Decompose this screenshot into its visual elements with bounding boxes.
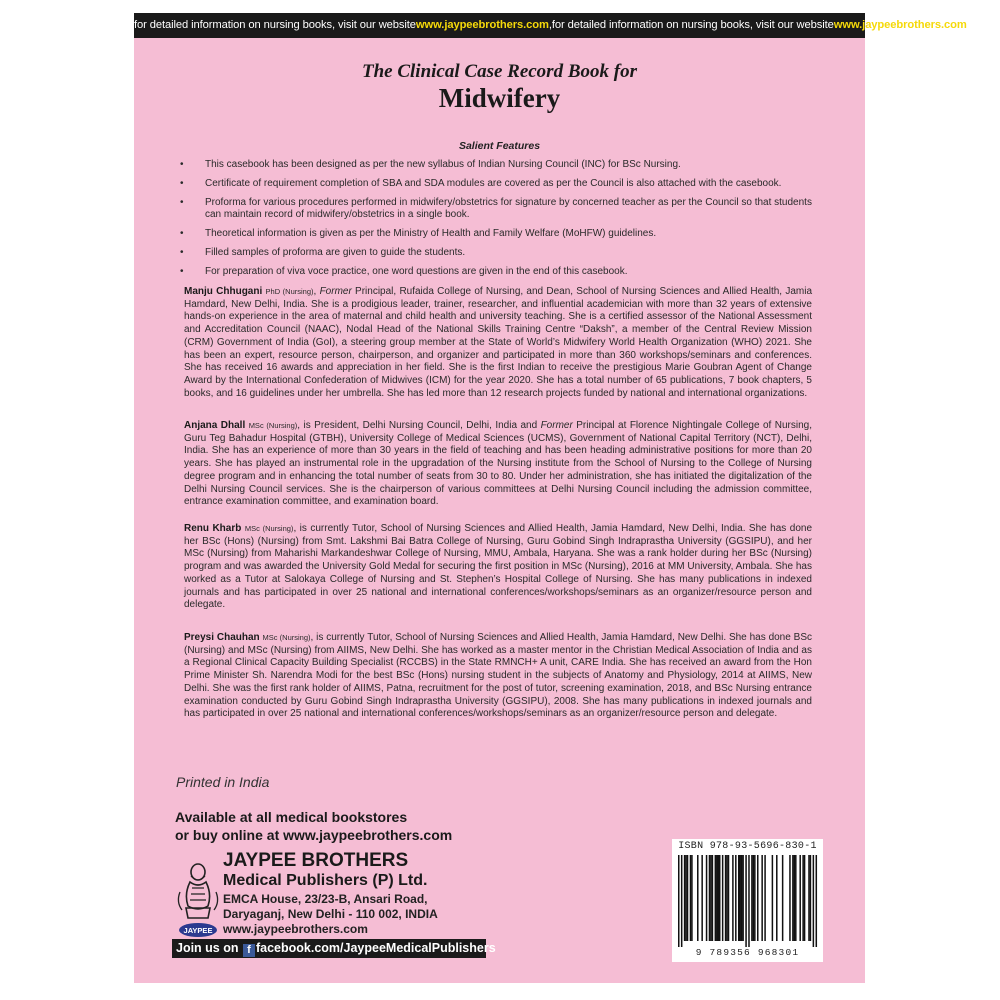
- feature-item: • This casebook has been designed as per the new syllabus of Indian Nursing Council (INC) for BSc Nursing.: [180, 159, 681, 170]
- author-bio-preysi-chauhan: Preysi Chauhan MSc (Nursing), is currently Tutor, School of Nursing Sciences and Allied Health, Jamia Hamdard, New Delhi. She has done BSc (Nursing) and MSc (Nursing) from AIIMS, New Delhi. She has worked as a master mentor in the Christian Medical Association of India and as a Regional Clinical Capacity Building Specialist (RCCBS) in the State RMNCH+ A unit, CARE India. She has received an award from the Hon Prime Minister Sh. Narendra Modi for the best BSc (Hons) nursing student in the subjects of Anatomy and Physiology, 2014 at AIIMS, New Delhi. She was the first rank holder of AIIMS, Patna, recruitment for the post of tutor, screening examination, 2018, and BSc Nursing entrance examination conducted by Guru Gobind Singh Indraprastha University (GGSIPU), 2008. She has many publications in indexed journals and has participated in over 25 national and international conferences/workshops/seminars as an organizer/resource person and delegate.: [184, 632, 812, 720]
- author-name: Preysi Chauhan: [184, 632, 260, 643]
- availability-line2[interactable]: or buy online at www.jaypeebrothers.com: [175, 827, 453, 843]
- barcode-bar: [710, 855, 712, 941]
- publisher-name: JAYPEE BROTHERS: [223, 850, 409, 871]
- barcode-bar: [706, 855, 708, 941]
- barcode-bar: [691, 855, 693, 941]
- book-title-line2: Midwifery: [438, 83, 561, 113]
- bullet-icon: •: [180, 228, 184, 240]
- publisher-address-line1: EMCA House, 23/23-B, Ansari Road,: [223, 892, 428, 906]
- barcode-bar: [687, 855, 689, 941]
- barcode-bar: [678, 855, 680, 947]
- barcode-bar: [802, 855, 804, 941]
- bullet-icon: •: [180, 196, 184, 208]
- barcode-bar: [761, 855, 763, 941]
- publisher-website[interactable]: www.jaypeebrothers.com: [223, 922, 368, 936]
- barcode-bar: [795, 855, 797, 941]
- barcode-bar: [738, 855, 740, 941]
- barcode-bar: [764, 855, 766, 941]
- feature-item: • Theoretical information is given as per the Ministry of Health and Family Welfare (MoHFW) guidelines.: [180, 228, 657, 240]
- barcode-bar: [732, 855, 734, 941]
- banner-url[interactable]: www.jaypeebrothers.com: [415, 19, 549, 31]
- barcode-bar: [709, 855, 711, 941]
- barcode-bar: [728, 855, 730, 941]
- author-bio-anjana-dhall: Anjana Dhall MSc (Nursing), is President, Delhi Nursing Council, Delhi, India and Former Principal at Florence Nightingale College of Nursing, Guru Teg Bahadur Hospital (GTBH), University College of Medical Sciences (UCMS), Government of National Capital Territory (NCT), Delhi, India. She has an experience of more than 30 years in the field of teaching and has been heading administrative positions for more than 20 years. She has played an instrumental role in the upgradation of the Nursing institute from the School of Nursing to the College of Nursing degree program and in enhancing the total number of seats from 30 to 80. Under her administration, she has initiated the digitalization of the Delhi Nursing Council services. She is the chairperson of various committees at Delhi Nursing Council including the admission committee, entrance examination committee, and examination board.: [184, 420, 813, 508]
- isbn-barcode: [672, 839, 823, 962]
- feature-item: • Proforma for various procedures performed in midwifery/obstetrics for signature by concerned teacher as per the Council so that students can maintain record of midwifery/obstetrics in a single book.: [180, 196, 812, 221]
- publisher-subtitle: Medical Publishers (P) Ltd.: [223, 872, 428, 889]
- barcode-bar: [685, 855, 687, 941]
- barcode-bar: [772, 855, 774, 941]
- barcode-bar: [716, 855, 718, 941]
- barcode-bar: [712, 855, 714, 941]
- barcode-bar: [813, 855, 815, 947]
- salient-features-heading: Salient Features: [458, 140, 541, 152]
- barcode-bar: [754, 855, 756, 941]
- barcode-bar: [799, 855, 801, 941]
- barcode-bar: [810, 855, 812, 941]
- book-back-cover: [134, 13, 967, 983]
- bullet-icon: •: [180, 266, 184, 278]
- barcode-bar: [701, 855, 703, 941]
- barcode-bar: [735, 855, 737, 941]
- publisher-address-line2: Daryaganj, New Delhi - 110 002, INDIA: [223, 907, 438, 921]
- barcode-bar: [753, 855, 755, 941]
- barcode-bar: [804, 855, 806, 941]
- bullet-icon: •: [180, 159, 184, 170]
- barcode-bar: [715, 855, 717, 941]
- feature-item: • For preparation of viva voce practice, one word questions are given in the end of this casebook.: [180, 266, 628, 278]
- barcode-bar: [782, 855, 784, 941]
- book-title-line1: The Clinical Case Record Book for: [362, 61, 637, 82]
- barcode-bar: [725, 855, 727, 941]
- bullet-icon: •: [180, 247, 184, 259]
- barcode-bars: [678, 855, 817, 947]
- banner-segment: for detailed information on nursing books, visit our websitewww.jaypeebrothers.com: [551, 19, 967, 31]
- barcode-bar: [719, 855, 721, 941]
- author-bio-manju-chhugani: Manju Chhugani PhD (Nursing), Former Principal, Rufaida College of Nursing, and Dean, School of Nursing Sciences and Allied Health, Jamia Hamdard, New Delhi, India. She is a prodigious leader, trainer, researcher, and influential academician with more than 32 years of extensive hands-on experience in the area of maternal and child health and university teaching. She is a certified assessor of the National Assessment and Accreditation Council (NAAC), Nodal Head of the National Skills Training Centre “Daksh”, a member of the Central Review Mission (CRM) Government of India (GoI), a steering group member at the State of World’s Midwifery World Health Organization (WHO) 2021. She has been an expert, resource person, chairperson, and organizer and participated in more than 360 workshops/seminars and conferences. She has received 16 awards and appreciation in her field. She is the first Indian to receive the prestigious Marie Goubran Agent of Change Award by the International Confederation of Midwives (ICM) for the year 2020. She has a total number of 65 publications, 7 book chapters, 5 books, and 16 guidelines under her umbrella. She has led more than 12 research projects funded by national and international organizations.: [184, 286, 813, 399]
- salient-features-list: [180, 159, 820, 285]
- barcode-bar: [742, 855, 744, 941]
- barcode-digits: 9 789356 968301: [695, 947, 800, 958]
- facebook-banner[interactable]: Join us on f facebook.com/JaypeeMedicalPublishers: [172, 939, 486, 958]
- author-degree: MSc (Nursing): [262, 633, 311, 642]
- availability-line1: Available at all medical bookstores: [175, 809, 408, 825]
- author-name: Manju Chhugani: [184, 286, 263, 297]
- facebook-icon: f: [243, 944, 255, 957]
- barcode-bar: [739, 855, 741, 941]
- logo-label: JAYPEE: [183, 926, 213, 935]
- isbn-number: ISBN 978-93-5696-830-1: [678, 841, 817, 852]
- barcode-bar: [722, 855, 724, 941]
- barcode-bar: [741, 855, 743, 941]
- barcode-bar: [748, 855, 750, 947]
- barcode-bar: [757, 855, 759, 941]
- printed-in-india: Printed in India: [176, 774, 270, 790]
- facebook-handle[interactable]: facebook.com/JaypeeMedicalPublishers: [255, 941, 496, 955]
- author-name: Anjana Dhall: [184, 420, 246, 431]
- barcode-bar: [808, 855, 810, 941]
- author-degree: PhD (Nursing): [265, 287, 314, 296]
- availability-note: [175, 808, 452, 844]
- banner-url[interactable]: www.jaypeebrothers.com: [833, 19, 967, 31]
- banner-segment: for detailed information on nursing books, visit our websitewww.jaypeebrothers.com,: [134, 19, 552, 31]
- website-banner: [134, 13, 967, 38]
- barcode-bar: [776, 855, 778, 941]
- barcode-bar: [697, 855, 699, 941]
- barcode-bar: [690, 855, 692, 941]
- barcode-bar: [681, 855, 683, 947]
- barcode-bar: [718, 855, 720, 941]
- barcode-bar: [789, 855, 791, 941]
- barcode-bar: [751, 855, 753, 941]
- feature-item: • Filled samples of proforma are given to guide the students.: [180, 247, 466, 259]
- author-bio-renu-kharb: Renu Kharb MSc (Nursing), is currently Tutor, School of Nursing Sciences and Allied Health, Jamia Hamdard, New Delhi, India. She has done her BSc (Hons) (Nursing) from Smt. Lakshmi Bai Batra College of Nursing, Guru Gobind Singh Indraprastha University (GGSIPU), and her MSc (Nursing) from Maharishi Markandeshwar College of Nursing, MMU, Ambala, Haryana. She was a rank holder during her BSc (Nursing) program and was awarded the University Gold Medal for securing the first position in MSc (Nursing), 2016 at MM University, Ambala. She has worked as a Tutor at Salokaya College of Nursing and St. Stephen’s Hospital College of Nursing. She has many publications in indexed journals and has participated in over 25 national and international conferences/workshops/seminars as an organizer/resource person and delegate.: [184, 523, 813, 611]
- barcode-bar: [684, 855, 686, 941]
- barcode-bar: [794, 855, 796, 941]
- barcode-bar: [745, 855, 747, 947]
- author-degree: MSc (Nursing): [248, 421, 298, 430]
- barcode-bar: [816, 855, 818, 947]
- barcode-bar: [726, 855, 728, 941]
- bullet-icon: •: [180, 177, 184, 189]
- author-name: Renu Kharb: [184, 523, 242, 534]
- author-degree: MSc (Nursing): [244, 524, 294, 533]
- feature-item: • Certificate of requirement completion of SBA and SDA modules are covered as per the Council is also attached with the casebook.: [180, 177, 782, 189]
- jaypee-logo: [172, 862, 224, 942]
- barcode-bar: [792, 855, 794, 941]
